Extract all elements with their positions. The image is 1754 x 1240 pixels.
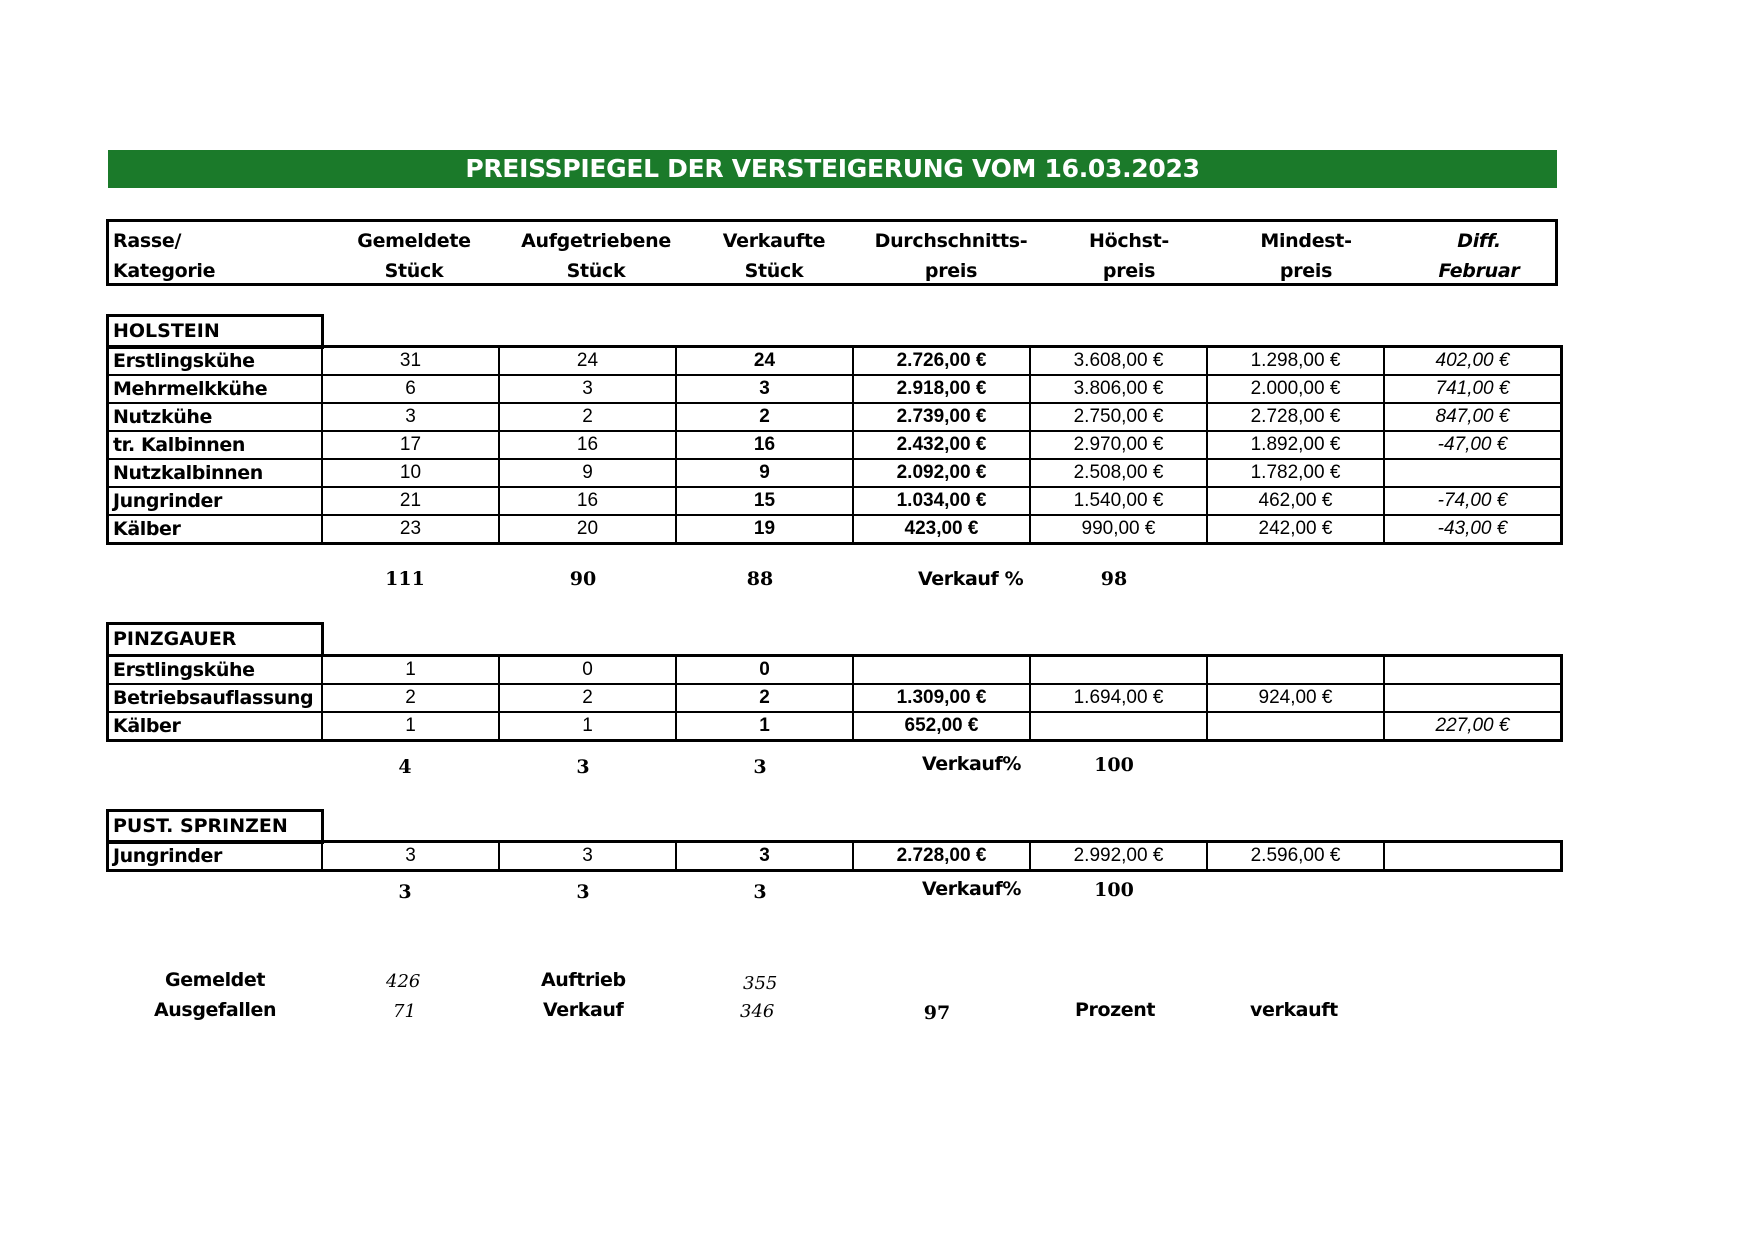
cell-durchschnitt: 2.432,00 € <box>853 431 1030 459</box>
cell-aufgetrieben: 0 <box>499 656 676 685</box>
cell-verkauft: 19 <box>676 515 853 544</box>
cell-gemeldet: 21 <box>322 487 499 515</box>
cell-verkauft: 3 <box>676 842 853 871</box>
cell-diff: 227,00 € <box>1384 712 1562 741</box>
cell-diff: -74,00 € <box>1384 487 1562 515</box>
cell-gemeldet: 3 <box>322 842 499 871</box>
cell-aufgetrieben: 1 <box>499 712 676 741</box>
header-gemeldete-line2: Stück <box>384 260 444 282</box>
cell-diff <box>1384 459 1562 487</box>
header-mindest <box>1226 226 1386 286</box>
cell-hoechst: 2.750,00 € <box>1030 403 1207 431</box>
cell-gemeldet: 1 <box>322 712 499 741</box>
cell-gemeldet: 31 <box>322 347 499 376</box>
total-gemeldet-pust-sprinzen: 3 <box>398 881 412 903</box>
header-diff-line2: Februar <box>1438 260 1520 282</box>
cell-hoechst <box>1030 712 1207 741</box>
header-diff-line1: Diff. <box>1457 230 1501 252</box>
group-name-pinzgauer: PINZGAUER <box>106 622 324 657</box>
cell-category: Jungrinder <box>108 487 323 515</box>
cell-category: Betriebsauflassung <box>108 684 323 712</box>
verkauf-pct-pust-sprinzen: 100 <box>1094 879 1134 901</box>
cell-durchschnitt: 423,00 € <box>853 515 1030 544</box>
cell-verkauft: 2 <box>676 684 853 712</box>
cell-mindest: 924,00 € <box>1207 684 1384 712</box>
summary-gemeldet-label: Gemeldet <box>165 969 266 991</box>
header-aufgetriebene <box>506 226 686 286</box>
header-rasse-line1: Rasse/ <box>113 230 182 252</box>
verkauf-label-holstein: Verkauf % <box>918 568 1024 590</box>
header-durchschnitt <box>861 226 1041 286</box>
cell-diff <box>1384 842 1562 871</box>
header-hoechst-line2: preis <box>1102 260 1156 282</box>
cell-aufgetrieben: 3 <box>499 375 676 403</box>
total-aufgetrieben-pust-sprinzen: 3 <box>576 881 590 903</box>
cell-mindest: 2.728,00 € <box>1207 403 1384 431</box>
group-name-pust-sprinzen: PUST. SPRINZEN <box>106 809 324 844</box>
cell-hoechst: 990,00 € <box>1030 515 1207 544</box>
cell-category: Nutzkühe <box>108 403 323 431</box>
column-header <box>106 219 1558 286</box>
header-aufgetriebene-line1: Aufgetriebene <box>521 230 671 252</box>
cell-gemeldet: 23 <box>322 515 499 544</box>
summary-verkauft-label: verkauft <box>1250 999 1338 1021</box>
cell-category: Kälber <box>108 712 323 741</box>
cell-verkauft: 2 <box>676 403 853 431</box>
cell-diff <box>1384 684 1562 712</box>
cell-verkauft: 0 <box>676 656 853 685</box>
header-mindest-line1: Mindest- <box>1260 230 1352 252</box>
cell-aufgetrieben: 2 <box>499 403 676 431</box>
cell-category: Erstlingskühe <box>108 347 323 376</box>
header-durchschnitt-line1: Durchschnitts- <box>874 230 1028 252</box>
cell-category: Jungrinder <box>108 842 323 871</box>
verkauf-pct-holstein: 98 <box>1100 568 1128 590</box>
cell-hoechst <box>1030 656 1207 685</box>
total-verkauft-pust-sprinzen: 3 <box>753 881 767 903</box>
cell-durchschnitt: 652,00 € <box>853 712 1030 741</box>
total-aufgetrieben-holstein: 90 <box>569 568 597 590</box>
cell-gemeldet: 1 <box>322 656 499 685</box>
cell-hoechst: 1.694,00 € <box>1030 684 1207 712</box>
cell-aufgetrieben: 20 <box>499 515 676 544</box>
cell-durchschnitt: 1.309,00 € <box>853 684 1030 712</box>
cell-hoechst: 2.992,00 € <box>1030 842 1207 871</box>
header-rasse <box>113 226 313 286</box>
table-pust-sprinzen <box>106 840 1563 872</box>
cell-durchschnitt <box>853 656 1030 685</box>
table-row <box>108 487 1562 515</box>
cell-category: Erstlingskühe <box>108 656 323 685</box>
header-verkaufte <box>694 226 854 286</box>
summary-auftrieb-value: 355 <box>743 973 778 994</box>
summary-auftrieb-label: Auftrieb <box>541 969 626 991</box>
header-gemeldete <box>339 226 489 286</box>
table-row <box>108 375 1562 403</box>
cell-aufgetrieben: 2 <box>499 684 676 712</box>
cell-hoechst: 2.970,00 € <box>1030 431 1207 459</box>
header-verkaufte-line2: Stück <box>744 260 804 282</box>
cell-hoechst: 3.806,00 € <box>1030 375 1207 403</box>
verkauf-label-pinzgauer: Verkauf% <box>922 753 1022 775</box>
cell-gemeldet: 2 <box>322 684 499 712</box>
header-aufgetriebene-line2: Stück <box>566 260 626 282</box>
cell-verkauft: 1 <box>676 712 853 741</box>
table-row <box>108 347 1562 376</box>
table-row <box>108 431 1562 459</box>
verkauf-pct-pinzgauer: 100 <box>1094 754 1134 776</box>
cell-hoechst: 3.608,00 € <box>1030 347 1207 376</box>
cell-gemeldet: 17 <box>322 431 499 459</box>
cell-mindest: 1.782,00 € <box>1207 459 1384 487</box>
cell-mindest <box>1207 656 1384 685</box>
cell-durchschnitt: 2.739,00 € <box>853 403 1030 431</box>
table-row <box>108 842 1562 871</box>
summary-percent-value: 97 <box>923 1002 951 1024</box>
total-aufgetrieben-pinzgauer: 3 <box>576 756 590 778</box>
header-mindest-line2: preis <box>1279 260 1333 282</box>
cell-aufgetrieben: 16 <box>499 431 676 459</box>
cell-diff: 741,00 € <box>1384 375 1562 403</box>
cell-verkauft: 3 <box>676 375 853 403</box>
cell-gemeldet: 6 <box>322 375 499 403</box>
total-verkauft-holstein: 88 <box>746 568 774 590</box>
cell-category: tr. Kalbinnen <box>108 431 323 459</box>
summary-verkauf-label: Verkauf <box>543 999 624 1021</box>
verkauf-label-pust-sprinzen: Verkauf% <box>922 878 1022 900</box>
cell-mindest: 462,00 € <box>1207 487 1384 515</box>
cell-aufgetrieben: 3 <box>499 842 676 871</box>
cell-verkauft: 16 <box>676 431 853 459</box>
cell-diff: 847,00 € <box>1384 403 1562 431</box>
table-holstein <box>106 345 1563 545</box>
group-name-holstein: HOLSTEIN <box>106 314 324 349</box>
table-pinzgauer <box>106 654 1563 742</box>
cell-durchschnitt: 1.034,00 € <box>853 487 1030 515</box>
cell-category: Mehrmelkkühe <box>108 375 323 403</box>
cell-aufgetrieben: 9 <box>499 459 676 487</box>
cell-verkauft: 9 <box>676 459 853 487</box>
summary-prozent-label: Prozent <box>1075 999 1156 1021</box>
header-durchschnitt-line2: preis <box>924 260 978 282</box>
cell-mindest: 242,00 € <box>1207 515 1384 544</box>
summary-gemeldet-value: 426 <box>386 971 421 992</box>
cell-mindest: 1.298,00 € <box>1207 347 1384 376</box>
header-hoechst <box>1049 226 1209 286</box>
cell-diff: -43,00 € <box>1384 515 1562 544</box>
cell-verkauft: 15 <box>676 487 853 515</box>
header-verkaufte-line1: Verkaufte <box>722 230 826 252</box>
header-diff <box>1404 226 1554 286</box>
cell-hoechst: 1.540,00 € <box>1030 487 1207 515</box>
table-row <box>108 459 1562 487</box>
cell-mindest <box>1207 712 1384 741</box>
cell-hoechst: 2.508,00 € <box>1030 459 1207 487</box>
cell-gemeldet: 3 <box>322 403 499 431</box>
table-row <box>108 684 1562 712</box>
total-gemeldet-holstein: 111 <box>385 568 425 590</box>
table-row <box>108 403 1562 431</box>
cell-aufgetrieben: 16 <box>499 487 676 515</box>
cell-aufgetrieben: 24 <box>499 347 676 376</box>
header-hoechst-line1: Höchst- <box>1089 230 1169 252</box>
header-rasse-line2: Kategorie <box>113 260 216 282</box>
total-verkauft-pinzgauer: 3 <box>753 756 767 778</box>
header-gemeldete-line1: Gemeldete <box>357 230 471 252</box>
cell-durchschnitt: 2.728,00 € <box>853 842 1030 871</box>
cell-mindest: 2.000,00 € <box>1207 375 1384 403</box>
cell-durchschnitt: 2.726,00 € <box>853 347 1030 376</box>
cell-diff <box>1384 656 1562 685</box>
table-row <box>108 712 1562 741</box>
table-row <box>108 515 1562 544</box>
cell-mindest: 1.892,00 € <box>1207 431 1384 459</box>
table-row <box>108 656 1562 685</box>
cell-verkauft: 24 <box>676 347 853 376</box>
cell-category: Kälber <box>108 515 323 544</box>
cell-durchschnitt: 2.918,00 € <box>853 375 1030 403</box>
cell-gemeldet: 10 <box>322 459 499 487</box>
cell-diff: 402,00 € <box>1384 347 1562 376</box>
cell-diff: -47,00 € <box>1384 431 1562 459</box>
total-gemeldet-pinzgauer: 4 <box>398 756 412 778</box>
cell-mindest: 2.596,00 € <box>1207 842 1384 871</box>
page-title: PREISSPIEGEL DER VERSTEIGERUNG VOM 16.03.2023 <box>108 150 1557 188</box>
summary-verkauf-value: 346 <box>740 1001 775 1022</box>
cell-durchschnitt: 2.092,00 € <box>853 459 1030 487</box>
cell-category: Nutzkalbinnen <box>108 459 323 487</box>
summary-ausgefallen-label: Ausgefallen <box>154 999 277 1021</box>
summary-ausgefallen-value: 71 <box>393 1001 416 1022</box>
